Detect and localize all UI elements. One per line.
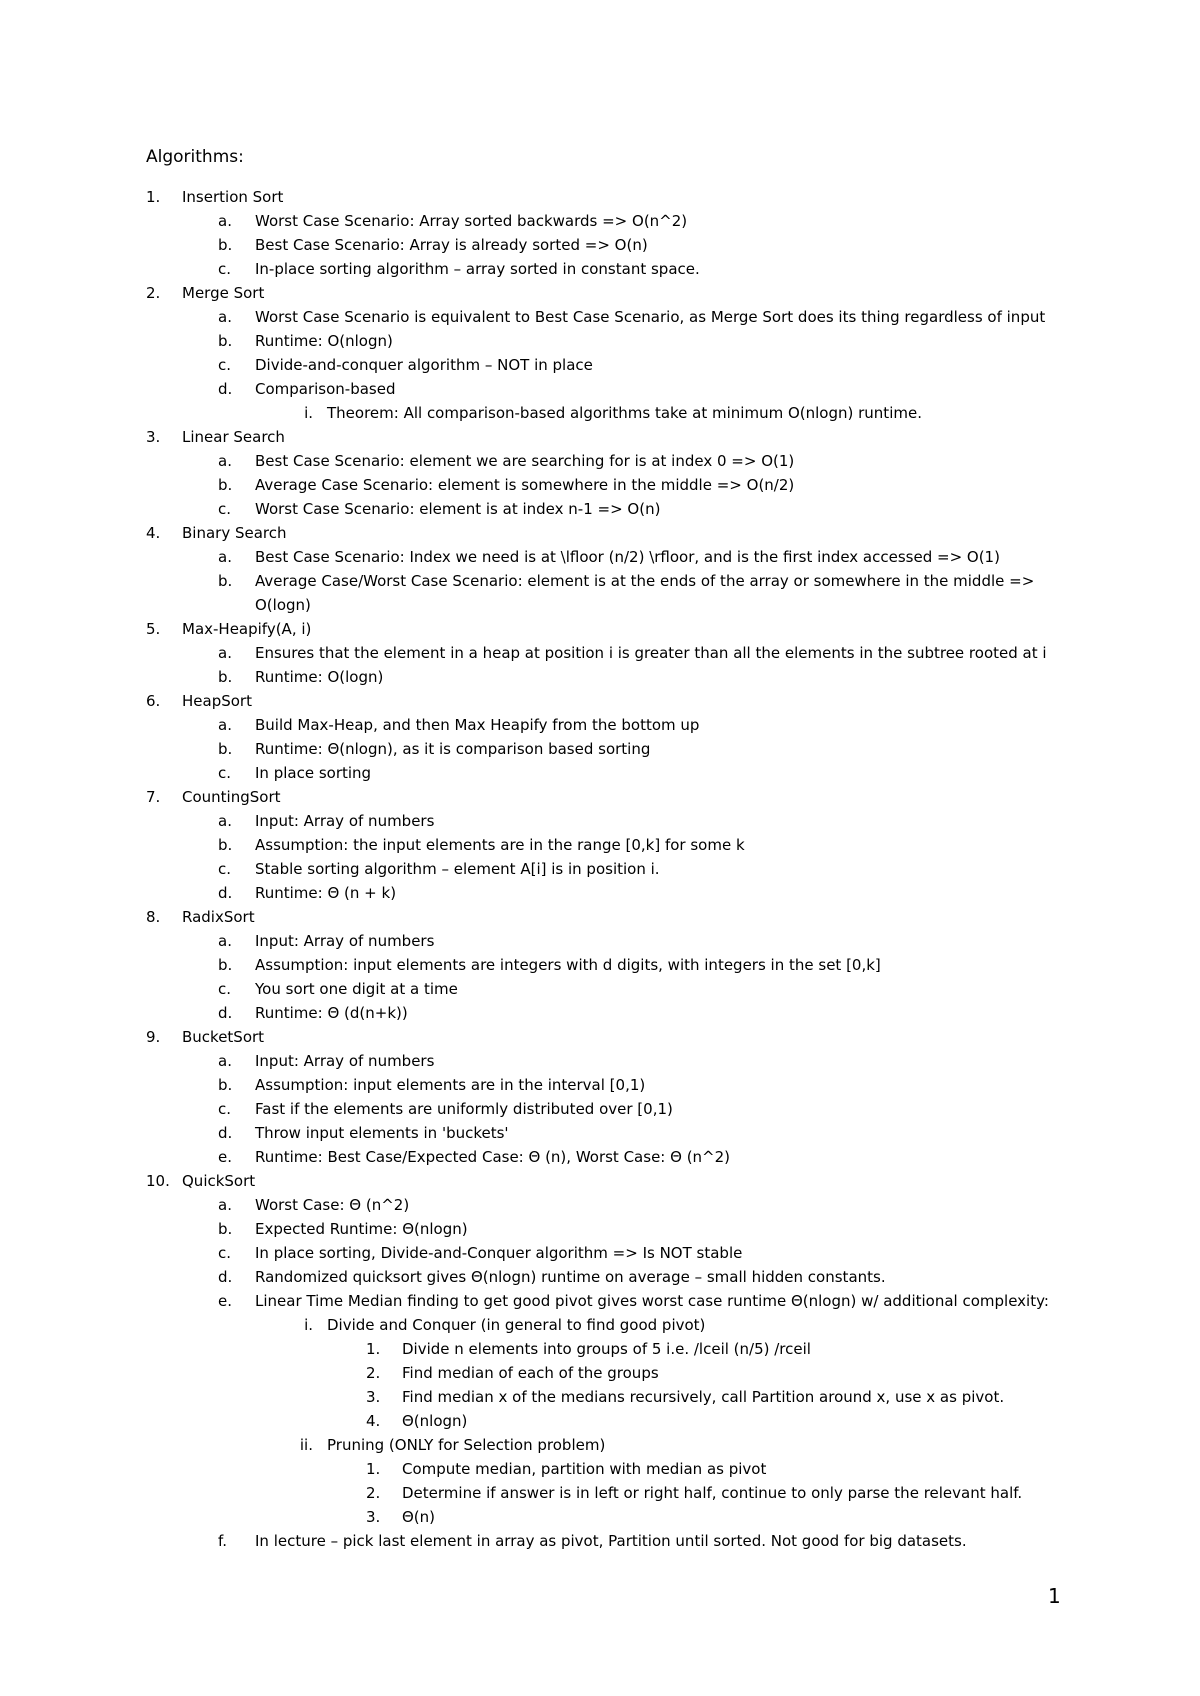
list-item [0,353,1200,377]
list-item-text: Theorem: All comparison-based algorithms take at minimum O(nlogn) runtime. [327,404,922,422]
list-marker: ii. [299,1436,313,1454]
list-marker: c. [218,260,232,278]
list-item [0,1193,1200,1217]
list-item-text: Expected Runtime: Θ(nlogn) [255,1220,468,1238]
list-item-text: In place sorting, Divide-and-Conquer algorithm => Is NOT stable [255,1244,743,1262]
list-item [0,953,1200,977]
list-item [0,377,1200,401]
list-item [0,737,1200,761]
list-marker: 6. [146,692,161,710]
list-marker: b. [218,332,233,350]
list-item-text: HeapSort [182,692,252,710]
list-marker: b. [218,1076,233,1094]
list-marker: e. [218,1292,232,1310]
list-item [0,281,1200,305]
list-item-text: Runtime: O(nlogn) [255,332,393,350]
list-marker: i. [304,1316,313,1334]
list-item [0,401,1200,425]
list-item-text: Assumption: the input elements are in the range [0,k] for some k [255,836,745,854]
list-marker: a. [218,932,232,950]
list-item-text: Worst Case: Θ (n^2) [255,1196,410,1214]
list-marker: 4. [146,524,161,542]
list-item-text: In-place sorting algorithm – array sorted in constant space. [255,260,700,278]
list-item [0,1097,1200,1121]
list-marker: b. [218,236,233,254]
list-item-text: Input: Array of numbers [255,932,435,950]
outline-list [0,185,1200,1553]
list-marker: a. [218,548,232,566]
list-marker: c. [218,1244,232,1262]
list-item-text: Best Case Scenario: element we are searching for is at index 0 => O(1) [255,452,795,470]
list-marker: 3. [366,1508,381,1526]
list-item-text: Θ(nlogn) [402,1412,468,1430]
list-item [0,1361,1200,1385]
list-marker: a. [218,308,232,326]
list-marker: d. [218,1268,233,1286]
list-item [0,1313,1200,1337]
list-item-text: Runtime: Θ (n + k) [255,884,397,902]
list-item-text: Merge Sort [182,284,265,302]
list-marker: b. [218,572,233,590]
list-item-text: Find median x of the medians recursively, call Partition around x, use x as pivot. [402,1388,1005,1406]
list-item [0,329,1200,353]
list-item [0,1289,1200,1313]
list-item [0,929,1200,953]
list-item [0,713,1200,737]
list-item [0,665,1200,689]
list-marker: 1. [146,188,161,206]
list-marker: c. [218,500,232,518]
list-item [0,1121,1200,1145]
list-item [0,1265,1200,1289]
list-item-text: Runtime: Θ(nlogn), as it is comparison based sorting [255,740,651,758]
list-marker: 1. [366,1460,381,1478]
list-item-text: In lecture – pick last element in array as pivot, Partition until sorted. Not good for big datasets. [255,1532,967,1550]
list-marker: 9. [146,1028,161,1046]
list-item [0,761,1200,785]
list-item-text: Best Case Scenario: Array is already sorted => O(n) [255,236,648,254]
list-marker: c. [218,980,232,998]
list-item-text: Θ(n) [402,1508,436,1526]
list-marker: 10. [146,1172,170,1190]
list-item-text: Divide n elements into groups of 5 i.e. /lceil (n/5) /rceil [402,1340,811,1358]
list-item [0,1481,1200,1505]
list-marker: d. [218,380,233,398]
list-item [0,857,1200,881]
list-marker: 2. [366,1484,381,1502]
list-item [0,617,1200,641]
list-item-text: Fast if the elements are uniformly distributed over [0,1) [255,1100,673,1118]
list-item-text: Assumption: input elements are integers with d digits, with integers in the set [0,k] [255,956,881,974]
list-item-text: Find median of each of the groups [402,1364,659,1382]
list-item-text: Determine if answer is in left or right half, continue to only parse the relevant half. [402,1484,1023,1502]
list-marker: 4. [366,1412,381,1430]
list-item-text: Average Case/Worst Case Scenario: element is at the ends of the array or somewhere in the middle => O(logn) [255,572,1035,614]
list-item [0,1217,1200,1241]
list-item [0,1529,1200,1553]
list-item-text: Build Max-Heap, and then Max Heapify from the bottom up [255,716,700,734]
list-item [0,1433,1200,1457]
list-marker: b. [218,1220,233,1238]
list-item-text: Throw input elements in 'buckets' [255,1124,509,1142]
list-marker: b. [218,836,233,854]
list-item [0,641,1200,665]
list-item-text: Input: Array of numbers [255,1052,435,1070]
list-marker: b. [218,668,233,686]
list-item-text: Stable sorting algorithm – element A[i] is in position i. [255,860,660,878]
list-item [0,881,1200,905]
list-item [0,977,1200,1001]
list-item-text: BucketSort [182,1028,265,1046]
list-item-text: Binary Search [182,524,287,542]
list-marker: 3. [366,1388,381,1406]
list-item-text: Best Case Scenario: Index we need is at \lfloor (n/2) \rfloor, and is the first index accessed => O(1) [255,548,1000,566]
list-item [0,905,1200,929]
document-heading: Algorithms: [146,147,244,167]
list-item [0,425,1200,449]
list-item-text: Runtime: Θ (d(n+k)) [255,1004,408,1022]
list-item [0,473,1200,497]
list-item-text: In place sorting [255,764,372,782]
list-item-text: Compute median, partition with median as pivot [402,1460,767,1478]
list-marker: b. [218,740,233,758]
list-item [0,1241,1200,1265]
list-marker: c. [218,356,232,374]
list-marker: f. [218,1532,227,1550]
list-item [0,209,1200,233]
list-marker: i. [304,404,313,422]
list-item [0,1169,1200,1193]
list-marker: 5. [146,620,161,638]
list-item-text: Pruning (ONLY for Selection problem) [327,1436,606,1454]
list-item-text: Runtime: O(logn) [255,668,384,686]
list-item-text: Comparison-based [255,380,396,398]
page-number: 1 [1048,1584,1061,1608]
list-item [0,1457,1200,1481]
list-marker: a. [218,1196,232,1214]
list-marker: a. [218,644,232,662]
list-item [0,1025,1200,1049]
list-item-text: You sort one digit at a time [255,980,458,998]
list-marker: c. [218,764,232,782]
list-item-text: RadixSort [182,908,255,926]
list-marker: d. [218,884,233,902]
list-marker: 3. [146,428,161,446]
list-item [0,1409,1200,1433]
list-item [0,569,1200,617]
list-item-text: Max-Heapify(A, i) [182,620,312,638]
list-item-text: Assumption: input elements are in the interval [0,1) [255,1076,646,1094]
list-item [0,305,1200,329]
list-item-text: Input: Array of numbers [255,812,435,830]
list-item-text: Worst Case Scenario: element is at index n-1 => O(n) [255,500,661,518]
list-item [0,233,1200,257]
list-item [0,1337,1200,1361]
list-marker: d. [218,1124,233,1142]
list-marker: d. [218,1004,233,1022]
list-marker: 2. [146,284,161,302]
list-item-text: Worst Case Scenario: Array sorted backwards => O(n^2) [255,212,688,230]
list-marker: 8. [146,908,161,926]
list-marker: a. [218,452,232,470]
list-item [0,521,1200,545]
list-item [0,257,1200,281]
list-marker: a. [218,716,232,734]
list-marker: c. [218,860,232,878]
list-item-text: Worst Case Scenario is equivalent to Best Case Scenario, as Merge Sort does its thing regardless of input [255,308,1046,326]
list-item [0,1049,1200,1073]
list-item [0,449,1200,473]
list-item [0,1145,1200,1169]
list-marker: a. [218,1052,232,1070]
list-marker: b. [218,476,233,494]
list-item-text: Divide-and-conquer algorithm – NOT in place [255,356,593,374]
list-item-text: Average Case Scenario: element is somewhere in the middle => O(n/2) [255,476,795,494]
list-marker: c. [218,1100,232,1118]
list-item-text: Randomized quicksort gives Θ(nlogn) runtime on average – small hidden constants. [255,1268,886,1286]
list-item-text: Linear Time Median finding to get good pivot gives worst case runtime Θ(nlogn) w/ additional complexity: [255,1292,1049,1310]
list-item [0,1505,1200,1529]
list-item-text: Divide and Conquer (in general to find good pivot) [327,1316,706,1334]
list-item-text: Insertion Sort [182,188,284,206]
list-item-text: Ensures that the element in a heap at position i is greater than all the elements in the subtree rooted at i [255,644,1047,662]
list-item-text: Runtime: Best Case/Expected Case: Θ (n), Worst Case: Θ (n^2) [255,1148,731,1166]
list-item [0,1385,1200,1409]
list-marker: b. [218,956,233,974]
list-marker: 2. [366,1364,381,1382]
list-item [0,545,1200,569]
list-item [0,185,1200,209]
list-item-text: CountingSort [182,788,281,806]
list-item [0,689,1200,713]
list-item [0,785,1200,809]
list-marker: a. [218,212,232,230]
list-marker: e. [218,1148,232,1166]
list-marker: 1. [366,1340,381,1358]
list-item [0,833,1200,857]
list-item [0,1001,1200,1025]
list-item-text: Linear Search [182,428,285,446]
list-item-text: QuickSort [182,1172,256,1190]
list-item [0,809,1200,833]
list-marker: 7. [146,788,161,806]
list-item [0,1073,1200,1097]
list-marker: a. [218,812,232,830]
list-item [0,497,1200,521]
